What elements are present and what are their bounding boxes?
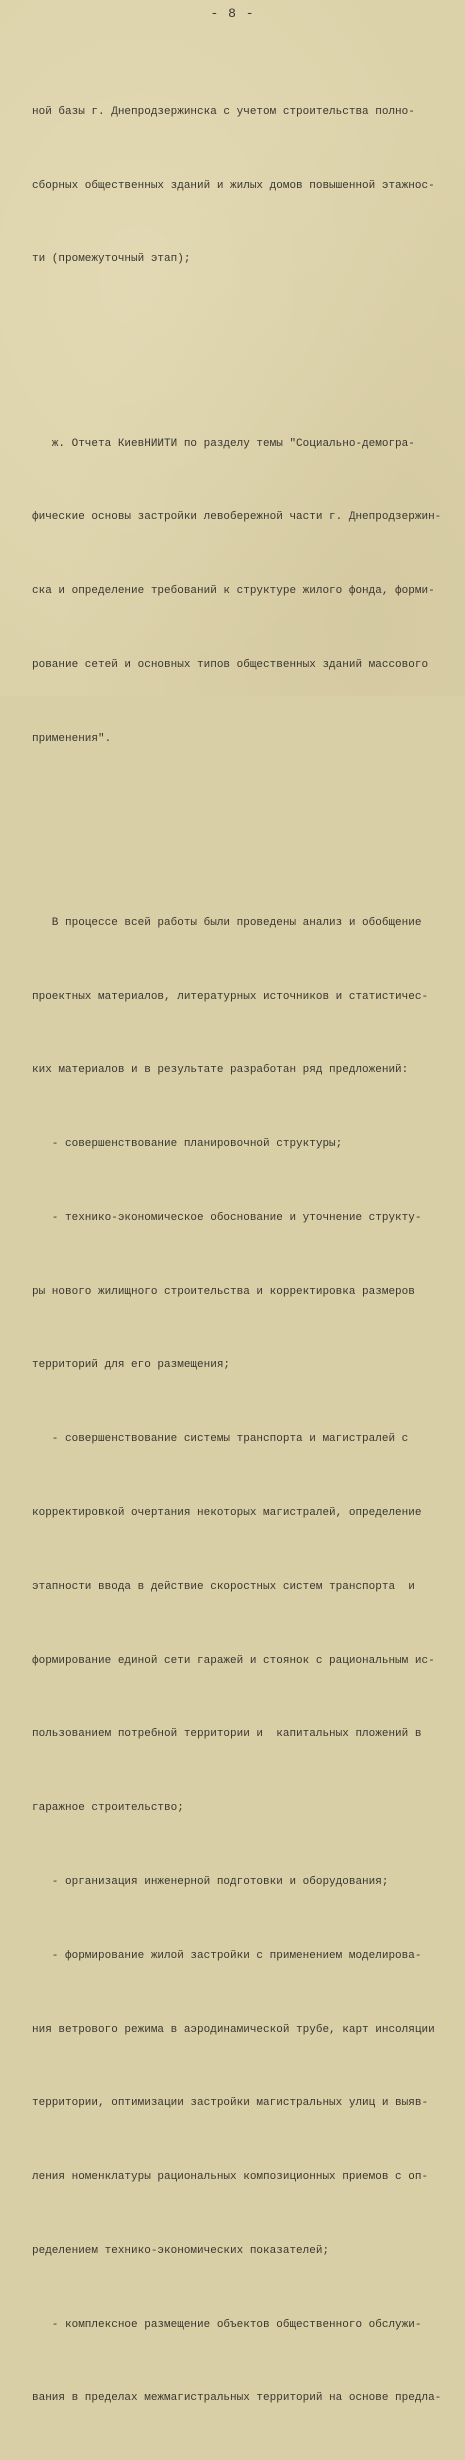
list-item: - организация инженерной подготовки и оборудования;	[32, 1875, 389, 1888]
text-line: пользованием потребной территории и капитальных пложений в	[32, 1728, 422, 1741]
text-line: сборных общественных зданий и жилых домов повышенной этажнос-	[32, 179, 435, 192]
text-line: фические основы застройки левобережной части г. Днепродзержин-	[32, 511, 442, 524]
paragraph-gap	[32, 800, 452, 812]
document-body	[32, 26, 452, 2460]
text-line: формирование единой сети гаражей и стоянок с рациональным ис-	[32, 1654, 435, 1667]
text-line: ти (промежуточный этап);	[32, 253, 191, 266]
page-number: - 8 -	[210, 6, 255, 21]
text-line: ления номенклатуры рациональных композиционных приемов с оп-	[32, 2171, 429, 2184]
text-line: ж. Отчета КиевНИИТИ по разделу темы "Социально-демогра-	[32, 437, 415, 450]
list-item: - формирование жилой застройки с применением моделирова-	[32, 1949, 422, 1962]
list-item: - совершенствование системы транспорта и магистралей с	[32, 1433, 409, 1446]
text-line: территорий для его размещения;	[32, 1359, 231, 1372]
list-item: - комплексное размещение объектов общественного обслужи-	[32, 2318, 422, 2331]
text-line: корректировкой очертания некоторых магистралей, определение	[32, 1507, 422, 1520]
text-line: ких материалов и в результате разработан ряд предложений:	[32, 1064, 409, 1077]
paragraph-gap	[32, 321, 452, 333]
text-line: этапности ввода в действие скоростных систем транспорта и	[32, 1580, 415, 1593]
text-line: территории, оптимизации застройки магистральных улиц и выяв-	[32, 2097, 429, 2110]
text-line: вания в пределах межмагистральных территорий на основе предла-	[32, 2392, 442, 2405]
text-line: ной базы г. Днепродзержинска с учетом строительства полно-	[32, 105, 415, 118]
text-line: проектных материалов, литературных источников и статистичес-	[32, 990, 429, 1003]
list-item: - совершенствование планировочной структуры;	[32, 1138, 343, 1151]
text-line: В процессе всей работы были проведены анализ и обобщение	[32, 916, 422, 929]
text-line: ры нового жилищного строительства и корректировка размеров	[32, 1285, 415, 1298]
text-line: ска и определение требований к структуре жилого фонда, форми-	[32, 585, 435, 598]
text-line: ния ветрового режима в аэродинамической трубе, карт инсоляции	[32, 2023, 435, 2036]
text-line: рование сетей и основных типов общественных зданий массового	[32, 658, 429, 671]
text-line: гаражное строительство;	[32, 1802, 184, 1815]
text-line: применения".	[32, 732, 112, 745]
list-item: - технико-экономическое обоснование и уточнение структу-	[32, 1211, 422, 1224]
text-line: ределением технико-экономических показателей;	[32, 2244, 330, 2257]
